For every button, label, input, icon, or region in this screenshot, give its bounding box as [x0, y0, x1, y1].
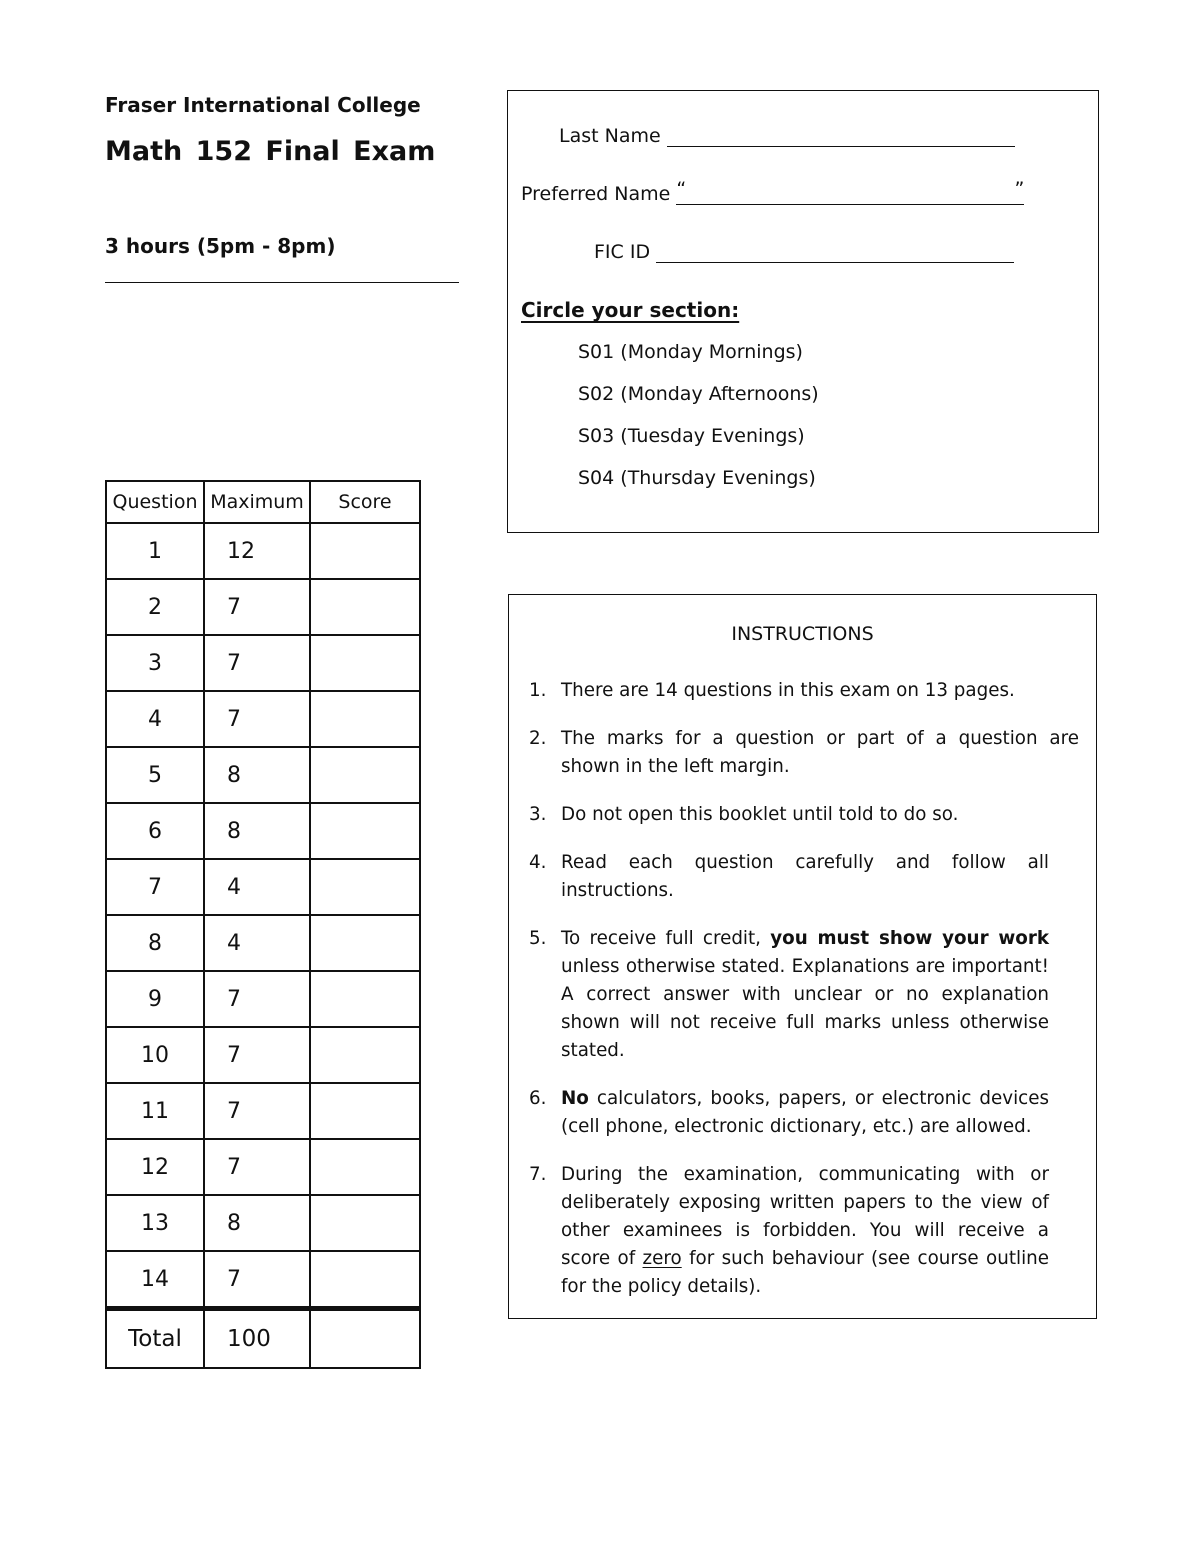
question-maximum: 7 — [204, 1139, 310, 1195]
instruction-text — [561, 925, 1049, 1065]
preferred-name-row — [521, 178, 1025, 205]
exam-duration: 3 hours (5pm - 8pm) — [105, 234, 336, 258]
instruction-fragment: Do not open this booklet until told to do so. — [561, 804, 959, 825]
header-score: Score — [310, 481, 420, 523]
last-name-label: Last Name — [559, 125, 661, 147]
instruction-emphasis: you must show your work — [770, 928, 1049, 949]
instruction-item — [529, 925, 1079, 1065]
question-number: 9 — [106, 971, 204, 1027]
score-cell[interactable] — [310, 635, 420, 691]
table-row — [106, 691, 420, 747]
table-row — [106, 523, 420, 579]
question-maximum: 7 — [204, 971, 310, 1027]
college-name: Fraser International College — [105, 93, 421, 117]
instruction-fragment: The marks for a question or part of a question are shown in the left margin. — [561, 728, 1079, 777]
instruction-underline: zero — [642, 1248, 682, 1269]
section-option-s02[interactable]: S02 (Monday Afternoons) — [578, 383, 819, 405]
instructions-box — [508, 594, 1097, 1319]
instruction-number: 7. — [529, 1164, 547, 1185]
question-number: 2 — [106, 579, 204, 635]
table-row — [106, 635, 420, 691]
instruction-number: 2. — [529, 728, 547, 749]
instruction-number: 1. — [529, 680, 547, 701]
total-score-cell[interactable] — [310, 1309, 420, 1369]
table-row — [106, 1195, 420, 1251]
score-cell[interactable] — [310, 1251, 420, 1309]
instruction-text — [561, 1161, 1049, 1301]
question-maximum: 4 — [204, 859, 310, 915]
score-cell[interactable] — [310, 1027, 420, 1083]
table-row — [106, 971, 420, 1027]
instruction-text — [561, 801, 1079, 829]
question-number: 11 — [106, 1083, 204, 1139]
section-option-s01[interactable]: S01 (Monday Mornings) — [578, 341, 803, 363]
score-cell[interactable] — [310, 579, 420, 635]
score-cell[interactable] — [310, 915, 420, 971]
instruction-item — [529, 801, 1079, 829]
question-maximum: 8 — [204, 1195, 310, 1251]
total-label: Total — [106, 1309, 204, 1369]
table-row — [106, 1139, 420, 1195]
score-cell[interactable] — [310, 1083, 420, 1139]
table-row — [106, 859, 420, 915]
question-number: 14 — [106, 1251, 204, 1309]
score-cell[interactable] — [310, 803, 420, 859]
table-row — [106, 1251, 420, 1309]
open-quote: “ — [676, 178, 687, 200]
instruction-item — [529, 677, 1079, 705]
score-cell[interactable] — [310, 971, 420, 1027]
score-cell[interactable] — [310, 859, 420, 915]
table-row — [106, 803, 420, 859]
score-cell[interactable] — [310, 523, 420, 579]
preferred-name-label: Preferred Name — [521, 183, 671, 205]
student-info-box — [507, 90, 1099, 533]
last-name-field[interactable] — [667, 126, 1015, 147]
question-maximum: 7 — [204, 1251, 310, 1309]
header-maximum: Maximum — [204, 481, 310, 523]
instruction-fragment: To receive full credit, — [561, 928, 771, 949]
question-number: 3 — [106, 635, 204, 691]
question-maximum: 7 — [204, 691, 310, 747]
total-row — [106, 1309, 420, 1369]
instruction-fragment: unless otherwise stated. Explanations are important! A correct answer with unclear or no explanation shown will not receive full marks unless otherwise stated. — [561, 956, 1049, 1061]
fic-id-row — [594, 241, 1014, 263]
question-number: 6 — [106, 803, 204, 859]
instruction-fragment: calculators, books, papers, or electronic devices (cell phone, electronic dictionary, etc.) are allowed. — [561, 1088, 1049, 1137]
score-table-header — [106, 481, 420, 523]
instruction-number: 3. — [529, 804, 547, 825]
score-cell[interactable] — [310, 1139, 420, 1195]
section-option-s04[interactable]: S04 (Thursday Evenings) — [578, 467, 816, 489]
question-maximum: 7 — [204, 1027, 310, 1083]
table-row — [106, 579, 420, 635]
instruction-number: 5. — [529, 928, 547, 949]
score-table — [105, 480, 421, 1369]
table-row — [106, 1027, 420, 1083]
preferred-name-field[interactable] — [676, 178, 1025, 205]
fic-id-label: FIC ID — [594, 241, 651, 263]
instruction-item — [529, 725, 1079, 781]
question-number: 5 — [106, 747, 204, 803]
table-row — [106, 915, 420, 971]
instruction-fragment: for such behaviour (see course outline for the policy details). — [561, 1248, 1049, 1297]
question-maximum: 8 — [204, 747, 310, 803]
exam-title: Math 152 Final Exam — [105, 136, 436, 167]
instruction-text — [561, 677, 1079, 705]
question-maximum: 7 — [204, 635, 310, 691]
section-option-s03[interactable]: S03 (Tuesday Evenings) — [578, 425, 805, 447]
question-number: 12 — [106, 1139, 204, 1195]
total-maximum: 100 — [204, 1309, 310, 1369]
score-cell[interactable] — [310, 747, 420, 803]
score-cell[interactable] — [310, 691, 420, 747]
question-number: 8 — [106, 915, 204, 971]
question-maximum: 12 — [204, 523, 310, 579]
question-number: 7 — [106, 859, 204, 915]
instruction-fragment: During the examination, communicating with or deliberately exposing written papers to the view of other examinees is forbidden. You will receive a score of — [561, 1164, 1049, 1269]
question-number: 1 — [106, 523, 204, 579]
circle-section-label: Circle your section: — [521, 298, 740, 322]
instruction-number: 6. — [529, 1088, 547, 1109]
score-cell[interactable] — [310, 1195, 420, 1251]
instruction-text — [561, 1085, 1049, 1141]
instruction-item — [529, 1161, 1079, 1301]
question-maximum: 7 — [204, 1083, 310, 1139]
fic-id-field[interactable] — [656, 242, 1014, 263]
instruction-number: 4. — [529, 852, 547, 873]
instruction-item — [529, 1085, 1079, 1141]
question-number: 4 — [106, 691, 204, 747]
instruction-text — [561, 725, 1079, 781]
instructions-list — [529, 677, 1079, 1321]
question-number: 13 — [106, 1195, 204, 1251]
instruction-fragment: Read each question carefully and follow all instructions. — [561, 852, 1049, 901]
question-maximum: 4 — [204, 915, 310, 971]
close-quote: ” — [1014, 178, 1025, 200]
instruction-emphasis: No — [561, 1088, 589, 1109]
instruction-item — [529, 849, 1079, 905]
instruction-fragment: There are 14 questions in this exam on 13 pages. — [561, 680, 1015, 701]
table-row — [106, 1083, 420, 1139]
question-maximum: 8 — [204, 803, 310, 859]
header-divider — [105, 282, 459, 283]
question-number: 10 — [106, 1027, 204, 1083]
header-question: Question — [106, 481, 204, 523]
table-row — [106, 747, 420, 803]
last-name-row — [559, 125, 1015, 147]
instruction-text — [561, 849, 1049, 905]
instructions-title: INSTRUCTIONS — [731, 623, 874, 645]
question-maximum: 7 — [204, 579, 310, 635]
